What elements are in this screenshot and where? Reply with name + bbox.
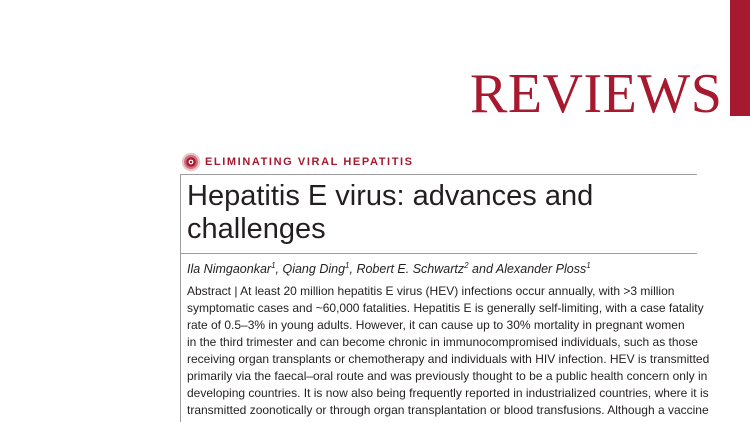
abstract bbox=[187, 283, 710, 419]
abstract-line: transmitted zoonotically or through organ transplantation or blood transfusions. Although a vaccine bbox=[187, 403, 709, 417]
author-name: Alexander Ploss bbox=[495, 262, 587, 276]
author-name: Ila Nimgaonkar bbox=[187, 262, 272, 276]
section-heading: REVIEWS bbox=[470, 63, 723, 125]
author-separator: , bbox=[275, 262, 283, 276]
author-name: Robert E. Schwartz bbox=[356, 262, 465, 276]
title-divider bbox=[180, 253, 697, 254]
abstract-label: Abstract | bbox=[187, 284, 241, 298]
left-margin-rule bbox=[180, 174, 181, 422]
abstract-line: receiving organ transplants or chemotherapy and individuals with HIV infection. HEV is transmitted bbox=[187, 352, 710, 366]
author-affiliation: 1 bbox=[271, 261, 276, 270]
concentric-circles-icon bbox=[180, 152, 202, 172]
author-separator: , bbox=[349, 262, 357, 276]
author-affiliation: 1 bbox=[586, 261, 591, 270]
abstract-line: developing countries. It is now also being frequently reported in industrialized countries, where it is bbox=[187, 386, 709, 400]
author-affiliation: 1 bbox=[345, 261, 350, 270]
abstract-line: primarily via the faecal–oral route and was previously thought to be a public health concern only in bbox=[187, 369, 708, 383]
author-name: Qiang Ding bbox=[282, 262, 346, 276]
section-side-bar bbox=[730, 0, 750, 116]
abstract-line: Abstract | At least 20 million hepatitis E virus (HEV) infections occur annually, with >3 million bbox=[187, 284, 675, 298]
article-title: Hepatitis E virus: advances and challenges bbox=[187, 180, 594, 245]
abstract-line: symptomatic cases and ~60,000 fatalities. Hepatitis E is generally self-limiting, with a case fatality bbox=[187, 301, 704, 315]
author-separator: and bbox=[468, 262, 496, 276]
series-banner bbox=[180, 152, 414, 172]
author-affiliation: 2 bbox=[464, 261, 469, 270]
author-list bbox=[187, 261, 591, 278]
series-label: ELIMINATING VIRAL HEPATITIS bbox=[205, 156, 414, 168]
abstract-line: rate of 0.5–3% in young adults. However, it can cause up to 30% mortality in pregnant women bbox=[187, 318, 685, 332]
abstract-line: in the third trimester and can become chronic in immunocompromised individuals, such as those bbox=[187, 335, 698, 349]
header-divider bbox=[180, 174, 697, 175]
